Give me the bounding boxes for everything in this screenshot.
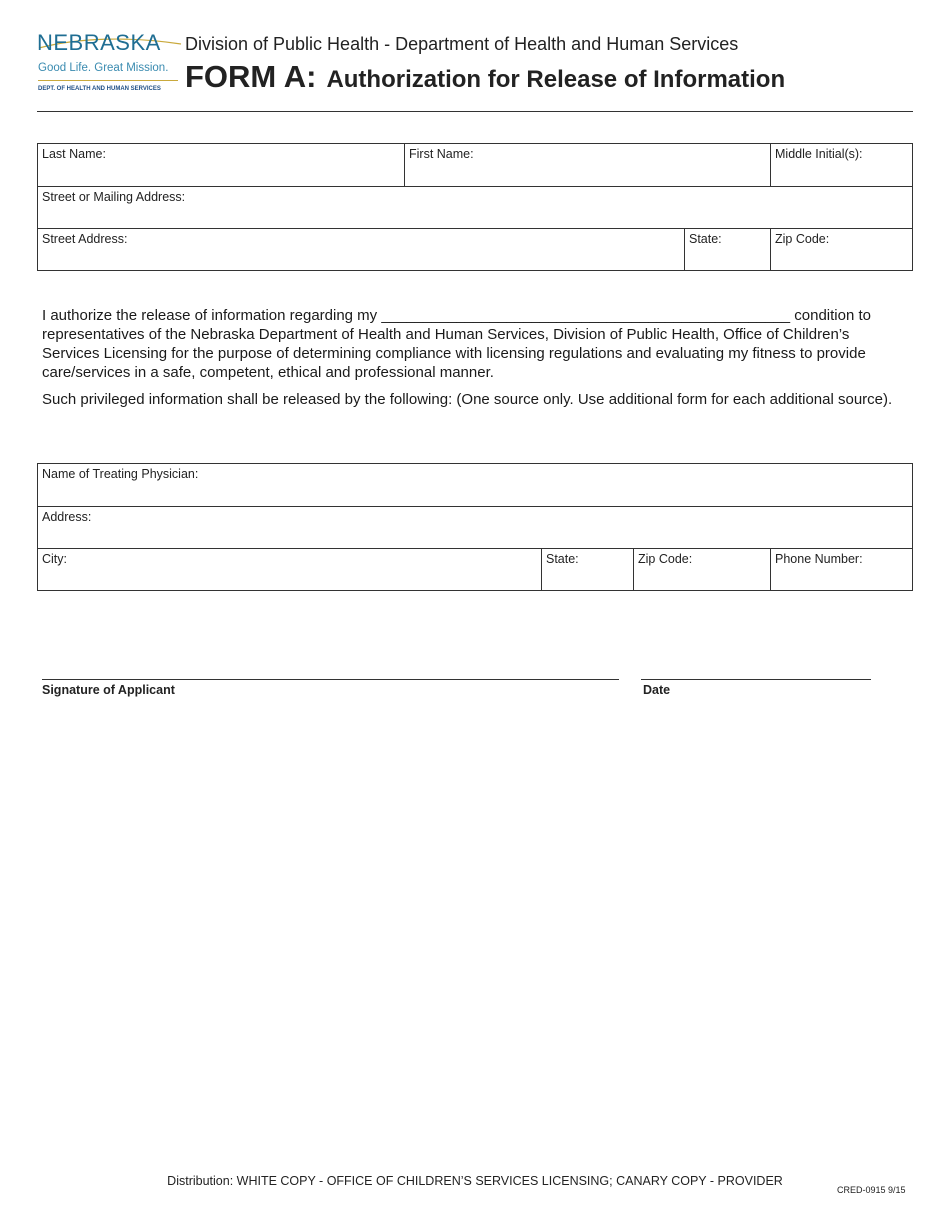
physician-state-label: State: xyxy=(546,552,579,566)
applicant-state-label: State: xyxy=(689,232,722,246)
middle-initial-label: Middle Initial(s): xyxy=(775,147,863,161)
applicant-signature-line[interactable] xyxy=(42,679,619,680)
middle-initial-field[interactable] xyxy=(770,144,912,186)
applicant-name-row xyxy=(38,144,912,186)
logo-dept-name: DEPT. OF HEALTH AND HUMAN SERVICES xyxy=(38,86,161,92)
physician-zip-label: Zip Code: xyxy=(638,552,693,566)
mailing-address-label: Street or Mailing Address: xyxy=(42,190,186,204)
date-label: Date xyxy=(643,683,671,697)
physician-address-field[interactable] xyxy=(38,507,912,548)
physician-address-row xyxy=(38,506,912,548)
applicant-zip-field[interactable] xyxy=(770,229,912,270)
distribution-note: Distribution: WHITE COPY - OFFICE OF CHILDREN’S SERVICES LICENSING; CANARY COPY - PROVIDER xyxy=(167,1174,783,1188)
applicant-signature-label: Signature of Applicant xyxy=(42,683,175,697)
physician-name-row xyxy=(38,464,912,506)
applicant-address-row xyxy=(38,228,912,270)
form-title: Authorization for Release of Information xyxy=(326,66,786,93)
physician-zip-field[interactable] xyxy=(633,549,770,590)
physician-name-label: Name of Treating Physician: xyxy=(42,467,199,481)
form-code: CRED-0915 9/15 xyxy=(837,1185,906,1195)
physician-phone-label: Phone Number: xyxy=(775,552,863,566)
applicant-zip-label: Zip Code: xyxy=(775,232,830,246)
applicant-info-grid xyxy=(37,143,913,271)
physician-city-label: City: xyxy=(42,552,67,566)
physician-name-field[interactable] xyxy=(38,464,912,506)
authorization-paragraph: I authorize the release of information regarding my _________________________________________________ condition to representatives of the Nebraska Department of Health and Human Services, Division of Public Health, Office of Children’s Services Licensing for the purpose of determining compliance with licensing regulations and evaluating my fitness to provide care/services in a safe, competent, ethical and professional manner. xyxy=(42,307,872,381)
logo-wordmark: NEBRASKA xyxy=(37,30,161,55)
applicant-state-field[interactable] xyxy=(684,229,770,270)
last-name-field[interactable] xyxy=(38,144,404,186)
form-heading xyxy=(185,59,785,95)
street-address-field[interactable] xyxy=(38,229,684,270)
physician-phone-field[interactable] xyxy=(770,549,912,590)
applicant-mailing-row xyxy=(38,186,912,228)
last-name-label: Last Name: xyxy=(42,147,106,161)
form-label: FORM A: xyxy=(185,59,317,94)
release-source-paragraph: Such privileged information shall be released by the following: (One source only. Use additional form for each additional source). xyxy=(42,391,893,408)
physician-state-field[interactable] xyxy=(541,549,633,590)
mailing-address-field[interactable] xyxy=(38,187,912,228)
date-line[interactable] xyxy=(641,679,871,680)
physician-info-grid xyxy=(37,463,913,591)
first-name-field[interactable] xyxy=(404,144,770,186)
nebraska-dhhs-logo xyxy=(37,30,183,100)
first-name-label: First Name: xyxy=(409,147,474,161)
physician-address-label: Address: xyxy=(42,510,92,524)
logo-divider xyxy=(38,80,178,81)
physician-city-field[interactable] xyxy=(38,549,541,590)
logo-tagline: Good Life. Great Mission. xyxy=(38,62,169,74)
header-divider xyxy=(37,111,913,112)
street-address-label: Street Address: xyxy=(42,232,128,246)
physician-city-row xyxy=(38,548,912,590)
division-heading: Division of Public Health - Department of Health and Human Services xyxy=(185,34,739,54)
